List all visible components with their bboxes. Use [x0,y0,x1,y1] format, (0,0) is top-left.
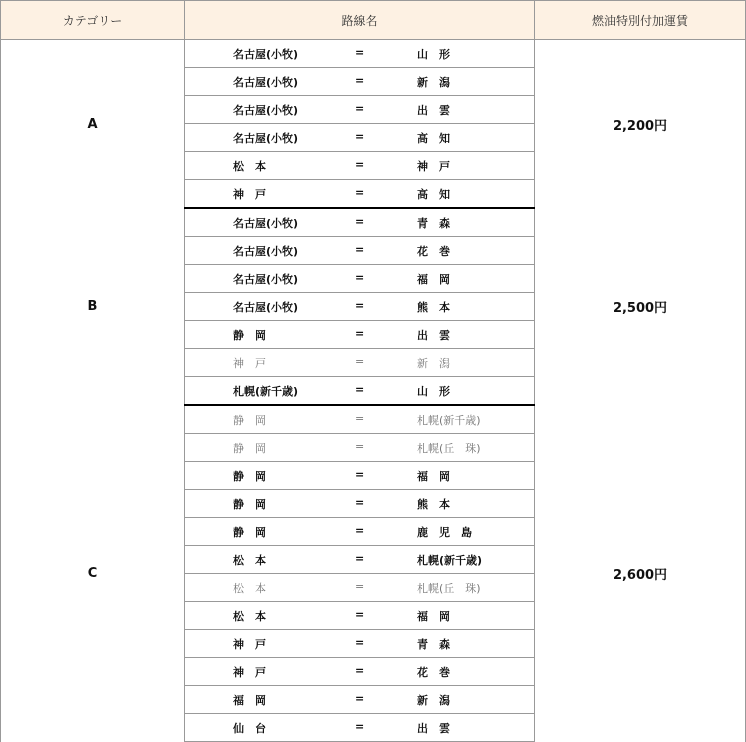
route-cell [185,321,535,349]
route-destination: 出 雲 [417,104,450,117]
route-origin: 名古屋(小牧) [233,301,299,314]
route-origin: 福 岡 [233,694,266,707]
route-cell [185,658,535,686]
route-origin: 名古屋(小牧) [233,245,299,258]
route-origin: 札幌(新千歳) [233,385,299,398]
route-origin: 仙 台 [233,722,266,735]
route-origin: 名古屋(小牧) [233,273,299,286]
route-cell [185,377,535,406]
route-cell [185,714,535,742]
route-cell [185,602,535,630]
route-origin: 神 戸 [233,666,266,679]
route-separator: = [355,552,365,565]
route-origin: 松 本 [233,554,266,567]
route-destination: 札幌(丘 珠) [417,582,481,595]
route-destination: 新 潟 [417,694,450,707]
route-cell [185,686,535,714]
route-origin: 静 岡 [233,329,266,342]
header-route: 路線名 [185,1,535,40]
route-cell [185,180,535,209]
route-separator: = [355,327,365,340]
route-origin: 神 戸 [233,638,266,651]
fee-cell: 2,500円 [535,208,746,405]
route-separator: = [355,74,365,87]
route-separator: = [355,299,365,312]
route-destination: 高 知 [417,132,450,145]
route-origin: 静 岡 [233,414,266,427]
route-origin: 神 戸 [233,357,266,370]
route-cell [185,265,535,293]
category-cell: C [1,405,185,742]
route-separator: = [355,130,365,143]
route-destination: 札幌(丘 珠) [417,442,481,455]
table-row [1,208,746,237]
route-separator: = [355,186,365,199]
route-separator: = [355,636,365,649]
table-row [1,405,746,434]
route-separator: = [355,102,365,115]
category-cell: A [1,40,185,209]
route-cell [185,462,535,490]
route-cell [185,124,535,152]
route-cell [185,152,535,180]
route-destination: 出 雲 [417,722,450,735]
route-destination: 高 知 [417,188,450,201]
route-destination: 花 巻 [417,666,450,679]
route-destination: 福 岡 [417,470,450,483]
route-destination: 熊 本 [417,498,450,511]
table-row [1,40,746,68]
route-separator: = [355,720,365,733]
route-separator: = [355,158,365,171]
route-origin: 静 岡 [233,526,266,539]
route-origin: 松 本 [233,582,266,595]
fee-cell: 2,600円 [535,405,746,742]
route-origin: 名古屋(小牧) [233,76,299,89]
route-separator: = [355,46,365,59]
route-destination: 花 巻 [417,245,450,258]
route-cell [185,434,535,462]
route-cell [185,574,535,602]
header-category: カテゴリー [1,1,185,40]
route-separator: = [355,383,365,396]
route-separator: = [355,692,365,705]
route-cell [185,68,535,96]
table-body [1,40,746,742]
route-separator: = [355,524,365,537]
header-row [1,1,746,40]
route-destination: 新 潟 [417,357,450,370]
route-separator: = [355,243,365,256]
route-destination: 山 形 [417,385,450,398]
route-cell [185,405,535,434]
route-cell [185,40,535,68]
route-origin: 神 戸 [233,188,266,201]
route-separator: = [355,468,365,481]
route-destination: 新 潟 [417,76,450,89]
route-destination: 福 岡 [417,273,450,286]
route-origin: 名古屋(小牧) [233,104,299,117]
route-origin: 静 岡 [233,442,266,455]
route-destination: 山 形 [417,48,450,61]
route-separator: = [355,440,365,453]
header-fee: 燃油特別付加運賃 [535,1,746,40]
route-cell [185,293,535,321]
route-origin: 静 岡 [233,498,266,511]
route-origin: 名古屋(小牧) [233,48,299,61]
route-cell [185,208,535,237]
route-separator: = [355,412,365,425]
route-cell [185,96,535,124]
route-separator: = [355,271,365,284]
route-destination: 鹿 児 島 [417,526,472,539]
route-destination: 熊 本 [417,301,450,314]
route-cell [185,518,535,546]
route-separator: = [355,664,365,677]
route-origin: 静 岡 [233,470,266,483]
route-destination: 福 岡 [417,610,450,623]
route-destination: 青 森 [417,217,450,230]
fee-cell: 2,200円 [535,40,746,209]
route-destination: 神 戸 [417,160,450,173]
route-origin: 松 本 [233,610,266,623]
route-destination: 出 雲 [417,329,450,342]
route-origin: 名古屋(小牧) [233,132,299,145]
route-destination: 青 森 [417,638,450,651]
route-cell [185,490,535,518]
route-cell [185,349,535,377]
route-separator: = [355,355,365,368]
category-cell: B [1,208,185,405]
route-cell [185,630,535,658]
route-cell [185,237,535,265]
route-destination: 札幌(新千歳) [417,554,483,567]
route-separator: = [355,608,365,621]
route-separator: = [355,215,365,228]
route-cell [185,546,535,574]
route-destination: 札幌(新千歳) [417,414,481,427]
route-origin: 松 本 [233,160,266,173]
route-separator: = [355,496,365,509]
route-separator: = [355,580,365,593]
route-origin: 名古屋(小牧) [233,217,299,230]
